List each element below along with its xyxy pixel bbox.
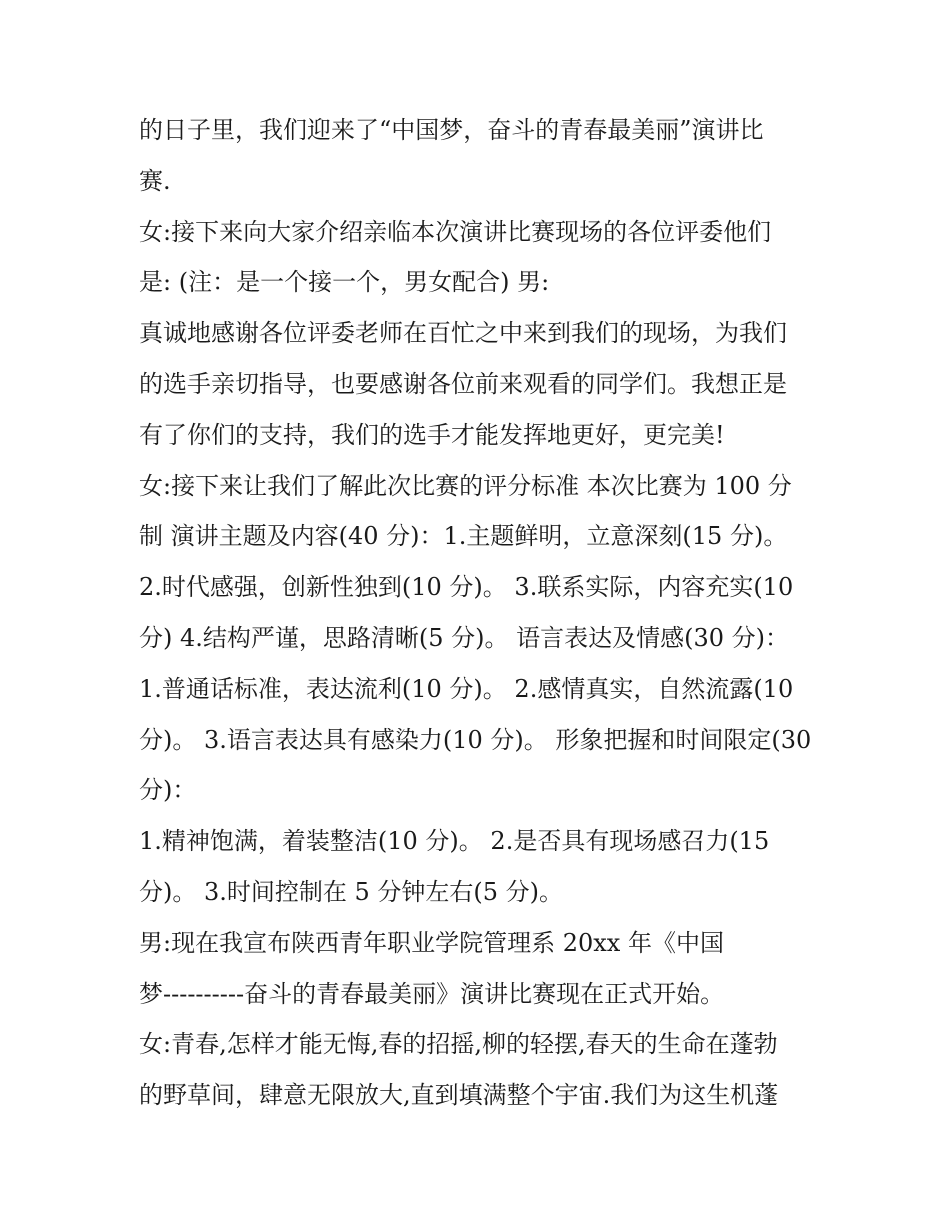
text-line: 男:现在我宣布陕西青年职业学院管理系 20xx 年《中国 xyxy=(139,928,724,957)
text-line: 有了你们的支持，我们的选手才能发挥地更好，更完美! xyxy=(139,420,725,449)
text-line: 的选手亲切指导，也要感谢各位前来观看的同学们。我想正是 xyxy=(139,369,787,398)
text-line: 制 演讲主题及内容(40 分)：1.主题鲜明，立意深刻(15 分)。 xyxy=(139,522,788,551)
text-line: 2.时代感强，创新性独到(10 分)。 3.联系实际，内容充实(10 xyxy=(139,573,794,602)
text-line: 1.普通话标准，表达流利(10 分)。 2.感情真实，自然流露(10 xyxy=(139,674,794,703)
text-line: 分)： xyxy=(139,776,197,805)
document-body xyxy=(139,105,829,1121)
text-line: 分) 4.结构严谨，思路清晰(5 分)。 语言表达及情感(30 分)： xyxy=(139,623,790,652)
text-line: 分)。 3.语言表达具有感染力(10 分)。 形象把握和时间限定(30 xyxy=(139,725,812,754)
text-line: 梦----------奋斗的青春最美丽》演讲比赛现在正式开始。 xyxy=(139,979,725,1008)
text-line: 女:青春,怎样才能无悔,春的招摇,柳的轻摆,春天的生命在蓬勃 xyxy=(139,1030,778,1059)
text-line: 分)。 3.时间控制在 5 分钟左右(5 分)。 xyxy=(139,877,564,906)
text-line: 的野草间，肆意无限放大,直到填满整个宇宙.我们为这生机蓬 xyxy=(139,1081,779,1110)
text-line: 女:接下来向大家介绍亲临本次演讲比赛现场的各位评委他们 xyxy=(139,217,772,246)
text-line: 1.精神饱满，着装整洁(10 分)。 2.是否具有现场感召力(15 xyxy=(139,827,770,856)
text-line: 女:接下来让我们了解此次比赛的评分标准 本次比赛为 100 分 xyxy=(139,471,792,500)
text-line: 是: (注：是一个接一个，男女配合) 男: xyxy=(139,268,550,297)
text-line: 的日子里，我们迎来了“中国梦，奋斗的青春最美丽”演讲比 xyxy=(139,116,764,144)
text-line: 真诚地感谢各位评委老师在百忙之中来到我们的现场，为我们 xyxy=(139,319,787,348)
text-line: 赛. xyxy=(139,166,171,195)
